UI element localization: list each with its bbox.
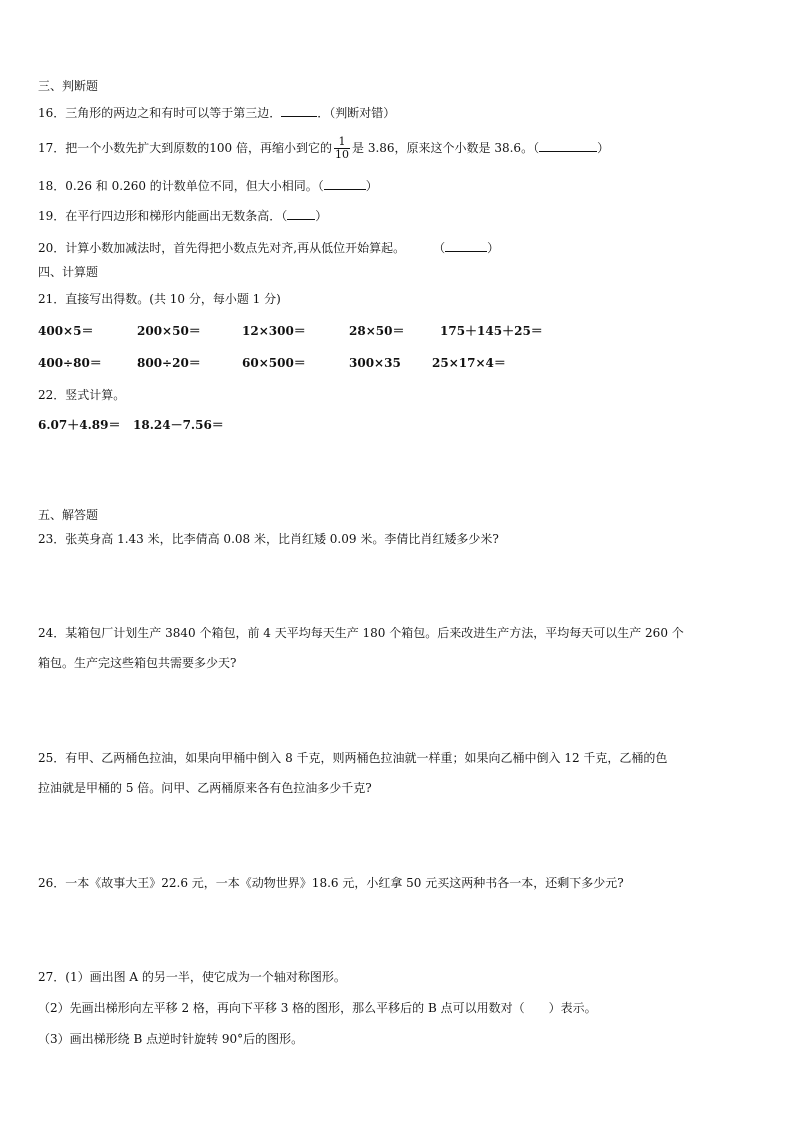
answer-blank-18[interactable]: [324, 177, 366, 190]
calc-item: 28×50＝: [349, 324, 405, 338]
calc-item: 400÷80＝: [38, 356, 102, 370]
question-19-close: ）: [315, 209, 328, 223]
question-20-close: ）: [487, 241, 500, 255]
section-heading-word-problems: 五、解答题: [38, 508, 99, 522]
question-17-post: 是 3.86，原来这个小数是 38.6。（: [352, 141, 540, 155]
section-heading-judgement: 三、判断题: [38, 79, 99, 93]
calc-item: 175＋145＋25＝: [440, 324, 543, 338]
question-16: [38, 104, 395, 121]
calc-item: 300×35: [349, 356, 401, 370]
question-20-pre: 20．计算小数加减法时，首先得把小数点先对齐,再从低位开始算起。: [38, 241, 406, 255]
question-17: [38, 136, 609, 161]
question-17-pre: 17．把一个小数先扩大到原数的100 倍，再缩小到它的: [38, 141, 332, 155]
fraction-denominator: 10: [335, 148, 349, 161]
calc-item: 60×500＝: [242, 356, 306, 370]
question-27-line-3: （3）画出梯形绕 B 点逆时针旋转 90°后的图形。: [38, 1032, 304, 1046]
vertical-calc-item: 18.24－7.56＝: [133, 418, 224, 432]
calc-item: 12×300＝: [242, 324, 306, 338]
answer-blank-20[interactable]: [445, 239, 487, 252]
answer-blank-16[interactable]: [281, 104, 317, 117]
question-25-line-2: 拉油就是甲桶的 5 倍。问甲、乙两桶原来各有色拉油多少千克?: [38, 781, 372, 795]
fraction-one-tenth: [334, 136, 350, 161]
question-17-close: ）: [597, 141, 610, 155]
question-16-tail: ．（判断对错）: [317, 106, 396, 120]
question-27-line-1: 27．(1）画出图 A 的另一半，使它成为一个轴对称图形。: [38, 970, 346, 984]
question-18: [38, 177, 378, 194]
question-21-title: 21．直接写出得数。(共 10 分，每小题 1 分): [38, 292, 281, 306]
question-23: 23．张英身高 1.43 米，比李倩高 0.08 米，比肖红矮 0.09 米。李倩比肖红矮多少米?: [38, 532, 499, 546]
question-16-text: 16．三角形的两边之和有时可以等于第三边．: [38, 106, 282, 120]
answer-blank-17[interactable]: [539, 139, 597, 152]
question-20-open: （: [433, 241, 446, 255]
question-27-line-2: （2）先画出梯形向左平移 2 格，再向下平移 3 格的图形，那么平移后的 B 点可以用数对（ ）表示。: [38, 1001, 597, 1015]
question-26: 26．一本《故事大王》22.6 元，一本《动物世界》18.6 元，小红拿 50 元买这两种书各一本，还剩下多少元?: [38, 876, 624, 890]
question-19: [38, 207, 327, 224]
answer-blank-19[interactable]: [287, 207, 315, 220]
question-25-line-1: 25．有甲、乙两桶色拉油，如果向甲桶中倒入 8 千克，则两桶色拉油就一样重；如果向乙桶中倒入 12 千克，乙桶的色: [38, 751, 668, 765]
vertical-calc-item: 6.07＋4.89＝: [38, 418, 121, 432]
question-22-title: 22．竖式计算。: [38, 388, 126, 402]
question-18-pre: 18．0.26 和 0.260 的计数单位不同，但大小相同。（: [38, 179, 324, 193]
question-24-line-2: 箱包。生产完这些箱包共需要多少天?: [38, 656, 237, 670]
question-20: [38, 239, 499, 256]
question-24-line-1: 24．某箱包厂计划生产 3840 个箱包，前 4 天平均每天生产 180 个箱包。后来改进生产方法，平均每天可以生产 260 个: [38, 626, 684, 640]
calc-item: 800÷20＝: [137, 356, 201, 370]
section-heading-calculation: 四、计算题: [38, 265, 99, 279]
question-18-close: ）: [365, 179, 378, 193]
question-19-pre: 19．在平行四边形和梯形内能画出无数条高．（: [38, 209, 288, 223]
calc-item: 200×50＝: [137, 324, 201, 338]
calc-item: 25×17×4＝: [432, 356, 506, 370]
calc-item: 400×5＝: [38, 324, 94, 338]
fraction-numerator: 1: [338, 135, 346, 148]
